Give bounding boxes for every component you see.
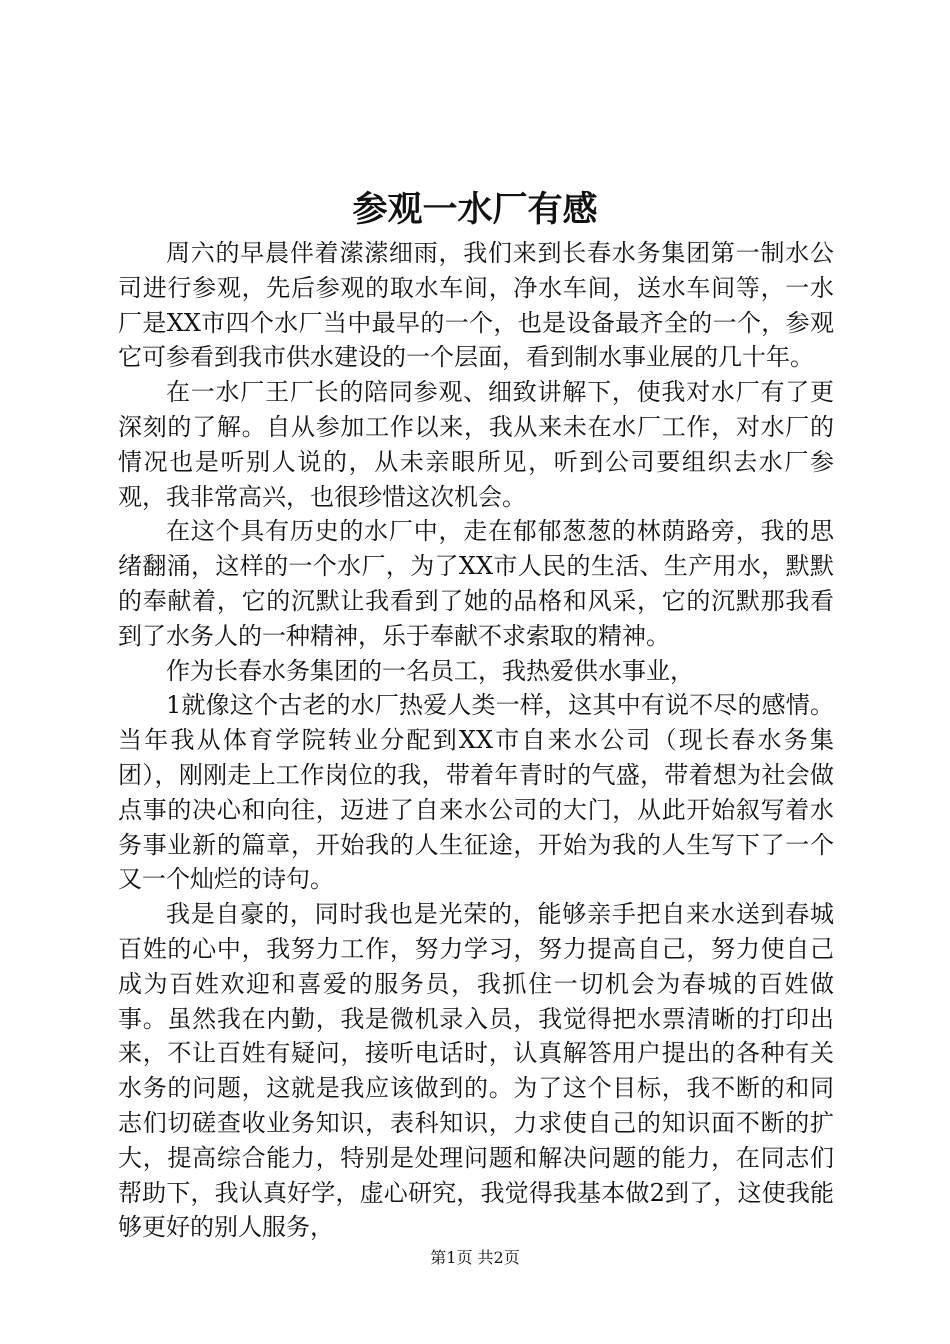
paragraph: 1就像这个古老的水厂热爱人类一样，这其中有说不尽的感情。当年我从体育学院转业分配到XX市自来水公司（现长春水务集团），刚刚走上工作岗位的我，带着年青时的气盛，带着想为社会做点事的决心和向往，迈进了自来水公司的大门，从此开始叙写着水务事业新的篇章，开始我的人生征途，开始为我的人生写下了一个又一个灿烂的诗句。 bbox=[118, 691, 834, 894]
paragraph: 周六的早晨伴着潆潆细雨，我们来到长春水务集团第一制水公司进行参观，先后参观的取水车间，净水车间，送水车间等，一水厂是XX市四个水厂当中最早的一个，也是设备最齐全的一个，参观它可参看到我市供水建设的一个层面，看到制水事业展的几十年。 bbox=[118, 239, 834, 372]
paragraph: 在一水厂王厂长的陪同参观、细致讲解下，使我对水厂有了更深刻的了解。自从参加工作以来，我从来未在水厂工作，对水厂的情况也是听别人说的，从未亲眼所见，听到公司要组织去水厂参观，我非常高兴，也很珍惜这次机会。 bbox=[118, 378, 834, 511]
paragraph: 我是自豪的，同时我也是光荣的，能够亲手把自来水送到春城百姓的心中，我努力工作，努力学习，努力提高自己，努力使自己成为百姓欢迎和喜爱的服务员，我抓住一切机会为春城的百姓做事。虽然我在内勤，我是微机录入员，我觉得把水票清晰的打印出来，不让百姓有疑问，接听电话时，认真解答用户提出的各种有关水务的问题，这就是我应该做到的。为了这个目标，我不断的和同志们切磋查收业务知识，表科知识，力求使自己的知识面不断的扩大，提高综合能力，特别是处理问题和解决问题的能力，在同志们帮助下，我认真好学，虚心研究，我觉得我基本做2到了，这使我能够更好的别人服务， bbox=[118, 900, 834, 1242]
paragraph: 在这个具有历史的水厂中，走在郁郁葱葱的林荫路旁，我的思绪翻涌，这样的一个水厂，为了XX市人民的生活、生产用水，默默的奉献着，它的沉默让我看到了她的品格和风采，它的沉默那我看到了水务人的一种精神，乐于奉献不求索取的精神。 bbox=[118, 517, 834, 650]
document-title: 参观一水厂有感 bbox=[352, 189, 598, 230]
document-body bbox=[118, 236, 834, 1245]
page-number-footer: 第1页 共2页 bbox=[430, 1248, 520, 1267]
paragraph: 作为长春水务集团的一名员工，我热爱供水事业， bbox=[166, 656, 694, 685]
